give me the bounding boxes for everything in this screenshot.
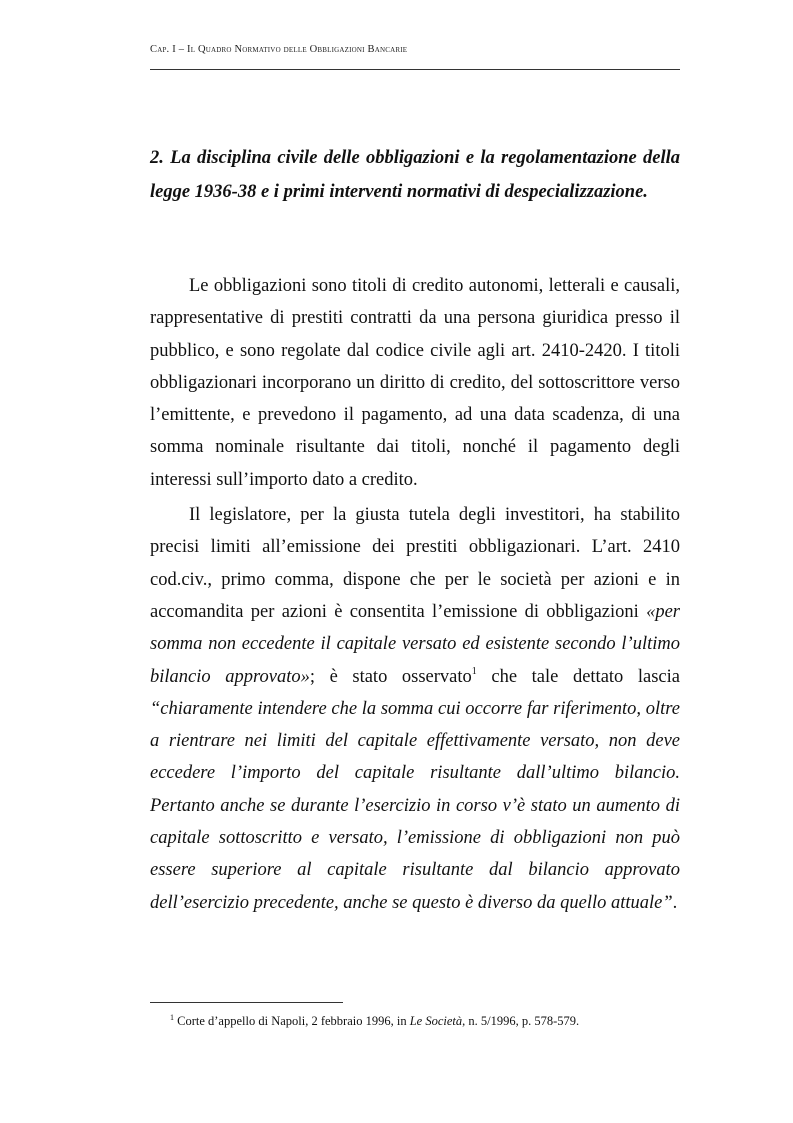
- footnote-number: 1: [170, 1013, 174, 1022]
- paragraph-2-text-c: che tale dettato lascia: [476, 666, 680, 687]
- body-text: [150, 270, 680, 919]
- header-divider: [150, 69, 680, 70]
- paragraph-2-text-a: Il legislatore, per la giusta tutela degli investitori, ha stabilito precisi limiti all’emissione dei prestiti obbligazionari. L’art. 2410 cod.civ., primo comma, dispone che per le società per azioni e in accomandita per azioni è consentita l’emissione di obbligazioni: [150, 505, 680, 622]
- footnote-text-b: , n. 5/1996, p. 578-579.: [462, 1014, 580, 1028]
- footnote-text-a: Corte d’appello di Napoli, 2 febbraio 1996, in: [174, 1014, 410, 1028]
- running-header: [150, 44, 680, 55]
- running-header-text: Cap. I – Il Quadro Normativo delle Obbligazioni Bancarie: [150, 44, 408, 55]
- footnote-reference[interactable]: 1: [471, 665, 477, 677]
- paragraph-2: [150, 499, 680, 919]
- citation-quote-2: “chiaramente intendere che la somma cui occorre far riferimento, oltre a rientrare nei limiti del capitale effettivamente versato, non deve eccedere l’importo del capitale risultante dall’ultimo bilancio. Pertanto anche se durante l’esercizio in corso v’è stato un aumento di capitale sottoscritto e versato, l’emissione di obbligazioni non può essere superiore al capitale risultante dal bilancio approvato dell’esercizio precedente, anche se questo è diverso da quello attuale”: [150, 698, 680, 913]
- footnote-source: Le Società: [409, 1014, 463, 1028]
- citation-quote-1: «per somma non eccedente il capitale versato ed esistente secondo l’ultimo bilancio approvato»: [150, 601, 680, 687]
- paragraph-1: Le obbligazioni sono titoli di credito autonomi, letterali e causali, rappresentative di prestiti contratti da una persona giuridica presso il pubblico, e sono regolate dal codice civile agli art. 2410-2420. I titoli obbligazionari incorporano un diritto di credito, del sottoscrittore verso l’emittente, e prevedono il pagamento, ad una data scadenza, di una somma nominale risultante dai titoli, nonché il pagamento degli interessi sull’importo dato a credito.: [150, 276, 680, 490]
- section-heading: 2. La disciplina civile delle obbligazioni e la regolamentazione della legge 1936-38 e i primi interventi normativi di despecializzazione.: [150, 148, 680, 202]
- paragraph-2-end: .: [672, 892, 678, 913]
- footnote: [150, 1013, 680, 1029]
- footnote-divider: [150, 1002, 343, 1003]
- paragraph-2-text-b: ; è stato osservato: [309, 666, 472, 687]
